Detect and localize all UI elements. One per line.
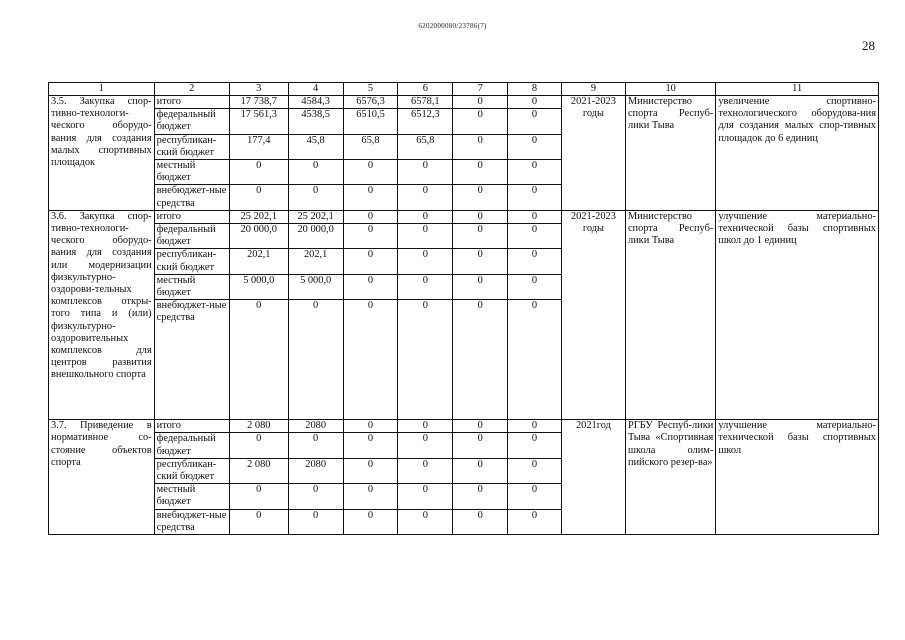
amount-cell: 0 — [398, 433, 453, 458]
amount-cell: 0 — [343, 274, 398, 299]
activity-cell: 3.6. Закупка спор-тивно-технологи-ческого оборудо-вания для создания или модернизации физкультурно-оздорови-тельных комплексов откры-того типа и (или) физкультурно-оздоровительных комплексов для центров развития внешкольного спорта — [49, 210, 155, 419]
document-id: 6202000080/23786(7) — [418, 22, 487, 30]
col-header: 8 — [508, 83, 562, 96]
amount-cell: 0 — [453, 210, 508, 223]
amount-cell: 0 — [398, 420, 453, 433]
amount-cell: 0 — [343, 160, 398, 185]
amount-cell: 0 — [453, 509, 508, 534]
table-row — [49, 420, 879, 433]
executor-cell: Министерство спорта Респуб-лики Тыва — [625, 96, 715, 211]
amount-cell: 202,1 — [229, 249, 288, 274]
amount-cell: 5 000,0 — [229, 274, 288, 299]
amount-cell: 0 — [229, 185, 288, 210]
amount-cell: 0 — [288, 484, 343, 509]
amount-cell: 0 — [288, 185, 343, 210]
amount-cell: 0 — [398, 185, 453, 210]
col-header: 4 — [288, 83, 343, 96]
amount-cell: 0 — [453, 458, 508, 483]
amount-cell: 0 — [343, 249, 398, 274]
amount-cell: 0 — [343, 458, 398, 483]
amount-cell: 0 — [453, 420, 508, 433]
funding-source-cell: итого — [154, 420, 229, 433]
amount-cell: 0 — [508, 509, 562, 534]
amount-cell: 0 — [398, 160, 453, 185]
col-header: 7 — [453, 83, 508, 96]
amount-cell: 0 — [343, 210, 398, 223]
amount-cell: 20 000,0 — [288, 224, 343, 249]
amount-cell: 0 — [343, 224, 398, 249]
amount-cell: 0 — [508, 420, 562, 433]
amount-cell: 0 — [398, 249, 453, 274]
amount-cell: 0 — [229, 484, 288, 509]
amount-cell: 0 — [453, 96, 508, 109]
amount-cell: 20 000,0 — [229, 224, 288, 249]
result-cell: улучшение материально-технической базы спортивных школ до 1 единиц — [716, 210, 879, 419]
col-header: 9 — [561, 83, 625, 96]
amount-cell: 0 — [453, 433, 508, 458]
funding-source-cell: внебюджет-ные средства — [154, 185, 229, 210]
amount-cell: 0 — [229, 509, 288, 534]
amount-cell: 0 — [508, 274, 562, 299]
amount-cell: 0 — [508, 249, 562, 274]
amount-cell: 0 — [343, 420, 398, 433]
activity-cell: 3.5. Закупка спор-тивно-технологи-ческого оборудо-вания для создания малых спортивных площадок — [49, 96, 155, 211]
funding-source-cell: республикан-ский бюджет — [154, 134, 229, 159]
amount-cell: 0 — [398, 224, 453, 249]
amount-cell: 25 202,1 — [229, 210, 288, 223]
col-header: 10 — [625, 83, 715, 96]
amount-cell: 0 — [398, 274, 453, 299]
amount-cell: 0 — [508, 224, 562, 249]
col-header: 2 — [154, 83, 229, 96]
amount-cell: 2 080 — [229, 420, 288, 433]
amount-cell: 0 — [508, 96, 562, 109]
col-header: 1 — [49, 83, 155, 96]
amount-cell: 6576,3 — [343, 96, 398, 109]
amount-cell: 0 — [288, 300, 343, 420]
amount-cell: 0 — [453, 134, 508, 159]
amount-cell: 0 — [288, 433, 343, 458]
program-table — [48, 82, 879, 535]
funding-source-cell: федеральный бюджет — [154, 224, 229, 249]
amount-cell: 0 — [398, 484, 453, 509]
amount-cell: 4584,3 — [288, 96, 343, 109]
funding-source-cell: итого — [154, 96, 229, 109]
amount-cell: 6512,3 — [398, 109, 453, 134]
col-header: 3 — [229, 83, 288, 96]
amount-cell: 0 — [343, 300, 398, 420]
funding-source-cell: республикан-ский бюджет — [154, 249, 229, 274]
amount-cell: 177,4 — [229, 134, 288, 159]
activity-cell: 3.7. Приведение в нормативное со-стояние объектов спорта — [49, 420, 155, 535]
amount-cell: 6510,5 — [343, 109, 398, 134]
amount-cell: 0 — [508, 484, 562, 509]
funding-source-cell: местный бюджет — [154, 160, 229, 185]
amount-cell: 0 — [508, 210, 562, 223]
amount-cell: 0 — [229, 300, 288, 420]
term-cell: 2021-2023 годы — [561, 96, 625, 211]
executor-cell: Министерство спорта Респуб-лики Тыва — [625, 210, 715, 419]
funding-source-cell: федеральный бюджет — [154, 433, 229, 458]
amount-cell: 0 — [453, 185, 508, 210]
funding-source-cell: итого — [154, 210, 229, 223]
term-cell: 2021-2023 годы — [561, 210, 625, 419]
funding-source-cell: федеральный бюджет — [154, 109, 229, 134]
amount-cell: 0 — [343, 433, 398, 458]
amount-cell: 202,1 — [288, 249, 343, 274]
amount-cell: 0 — [398, 458, 453, 483]
amount-cell: 2080 — [288, 420, 343, 433]
amount-cell: 0 — [453, 160, 508, 185]
amount-cell: 0 — [288, 160, 343, 185]
funding-source-cell: местный бюджет — [154, 484, 229, 509]
funding-source-cell: местный бюджет — [154, 274, 229, 299]
amount-cell: 0 — [508, 300, 562, 420]
amount-cell: 0 — [453, 300, 508, 420]
amount-cell: 2080 — [288, 458, 343, 483]
amount-cell: 0 — [508, 185, 562, 210]
table-row — [49, 210, 879, 223]
col-header: 5 — [343, 83, 398, 96]
result-cell: увеличение спортивно-технологического оборудова-ния для создания малых спор-тивных площадок до 6 единиц — [716, 96, 879, 211]
table-row — [49, 96, 879, 109]
amount-cell: 0 — [453, 224, 508, 249]
amount-cell: 0 — [453, 484, 508, 509]
amount-cell: 0 — [453, 274, 508, 299]
amount-cell: 0 — [508, 134, 562, 159]
col-header: 11 — [716, 83, 879, 96]
amount-cell: 0 — [229, 433, 288, 458]
amount-cell: 0 — [508, 160, 562, 185]
amount-cell: 25 202,1 — [288, 210, 343, 223]
funding-source-cell: республикан-ский бюджет — [154, 458, 229, 483]
amount-cell: 17 738,7 — [229, 96, 288, 109]
amount-cell: 0 — [343, 185, 398, 210]
funding-source-cell: внебюджет-ные средства — [154, 509, 229, 534]
amount-cell: 0 — [453, 109, 508, 134]
amount-cell: 6578,1 — [398, 96, 453, 109]
amount-cell: 45,8 — [288, 134, 343, 159]
result-cell: улучшение материально-технической базы спортивных школ — [716, 420, 879, 535]
term-cell: 2021год — [561, 420, 625, 535]
amount-cell: 0 — [398, 300, 453, 420]
amount-cell: 0 — [343, 484, 398, 509]
column-number-row — [49, 83, 879, 96]
amount-cell: 0 — [453, 249, 508, 274]
amount-cell: 65,8 — [343, 134, 398, 159]
amount-cell: 2 080 — [229, 458, 288, 483]
amount-cell: 0 — [343, 509, 398, 534]
amount-cell: 0 — [288, 509, 343, 534]
amount-cell: 4538,5 — [288, 109, 343, 134]
amount-cell: 0 — [508, 109, 562, 134]
executor-cell: РГБУ Респуб-лики Тыва «Спортивная школа олим-пийского резер-ва» — [625, 420, 715, 535]
amount-cell: 0 — [508, 433, 562, 458]
amount-cell: 0 — [508, 458, 562, 483]
amount-cell: 0 — [229, 160, 288, 185]
col-header: 6 — [398, 83, 453, 96]
page-number: 28 — [862, 38, 875, 53]
amount-cell: 17 561,3 — [229, 109, 288, 134]
funding-source-cell: внебюджет-ные средства — [154, 300, 229, 420]
amount-cell: 0 — [398, 509, 453, 534]
amount-cell: 65,8 — [398, 134, 453, 159]
amount-cell: 0 — [398, 210, 453, 223]
amount-cell: 5 000,0 — [288, 274, 343, 299]
